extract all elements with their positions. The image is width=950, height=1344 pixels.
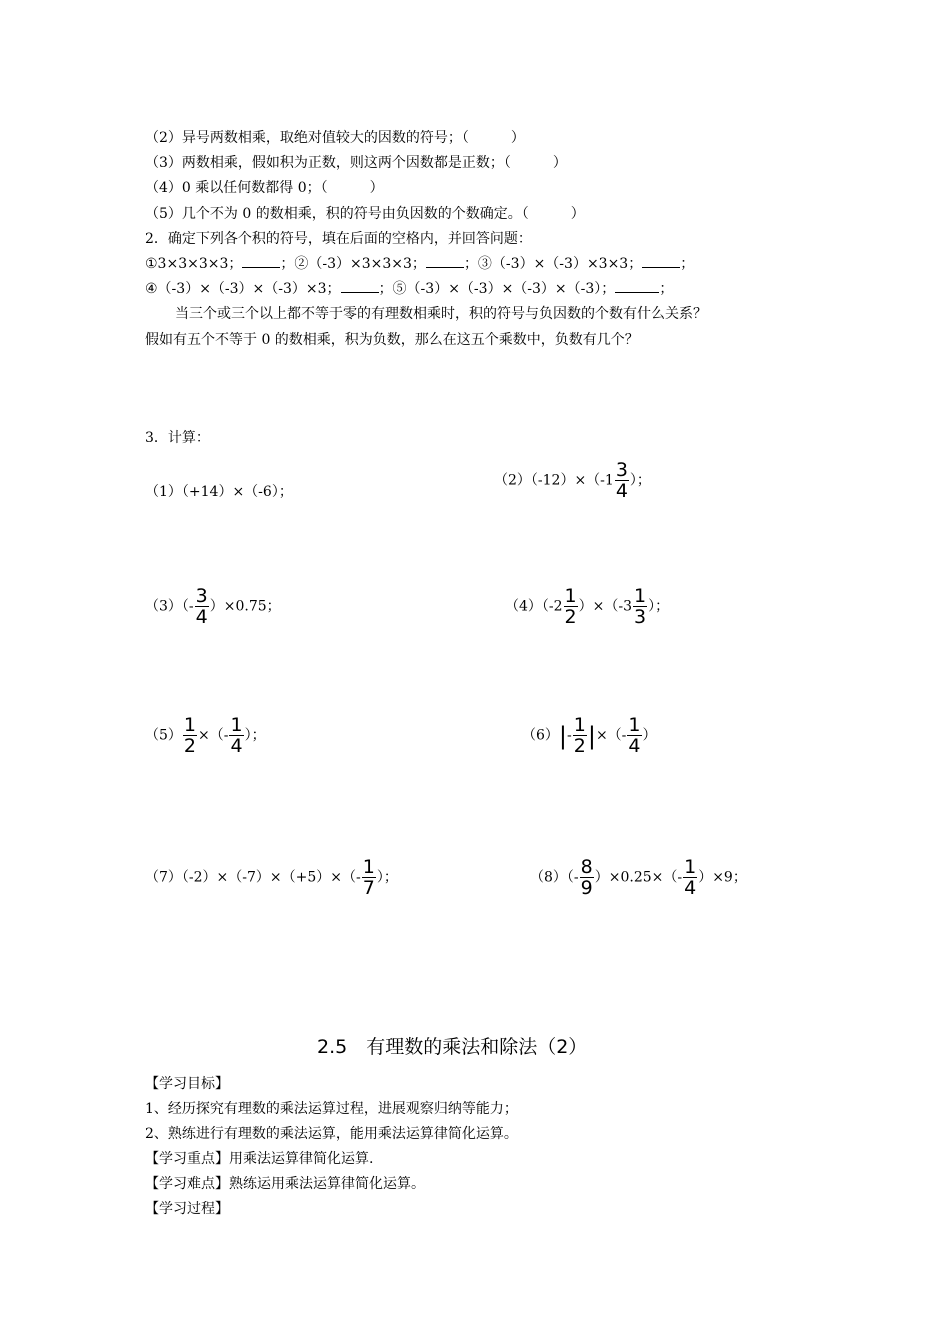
fraction	[683, 857, 697, 898]
fraction	[615, 460, 629, 501]
fraction	[229, 715, 243, 756]
denominator: 4	[684, 877, 697, 899]
numerator: 1	[564, 585, 577, 607]
sign-task-row-1	[145, 253, 694, 275]
calc-4-prefix: （4）（-2	[505, 598, 563, 615]
numerator: 3	[195, 585, 208, 607]
numerator: 8	[580, 856, 593, 878]
calc-3-suffix: ）×0.75；	[209, 598, 281, 615]
fraction	[564, 586, 578, 627]
fraction	[183, 715, 197, 756]
judge-item-5: （5）几个不为 0 的数相乘，积的符号由负因数的个数确定。（ ）	[145, 206, 585, 222]
calc-5-prefix: （5）	[145, 727, 182, 744]
calc-6-suffix: ）	[642, 727, 657, 744]
calc-5-middle: ×（-	[198, 727, 229, 744]
calc-8-middle: ）×0.25×（-	[594, 869, 683, 886]
sign-task-heading: 2．确定下列各个积的符号，填在后面的空格内，并回答问题：	[145, 231, 532, 247]
answer-blank-4[interactable]	[341, 278, 379, 293]
calc-6-prefix: （6）	[522, 727, 559, 744]
key-point	[145, 1148, 373, 1170]
sign-task-row-2	[145, 278, 673, 300]
calc-2-suffix: ）；	[629, 472, 651, 489]
denominator: 4	[195, 606, 208, 628]
sign-question-1: 当三个或三个以上都不等于零的有理数相乘时，积的符号与负因数的个数有什么关系？	[175, 306, 707, 322]
sign-expr-1: ①3×3×3×3；	[145, 256, 243, 272]
section-title: 2.5 有理数的乘法和除法（2）	[317, 1036, 588, 1058]
fraction	[627, 715, 641, 756]
abs-bar-right: |	[587, 721, 596, 750]
answer-blank-1[interactable]	[242, 253, 280, 268]
calc-5-suffix: ）；	[244, 727, 266, 744]
calc-8-suffix: ）×9；	[698, 869, 747, 886]
difficulty-heading: 【学习难点】	[145, 1176, 229, 1192]
calc-3-prefix: （3）（-	[145, 598, 194, 615]
numerator: 1	[684, 856, 697, 878]
sign-expr-3: ；③（-3）×（-3）×3×3；	[463, 256, 643, 272]
numerator: 3	[615, 459, 628, 481]
numerator: 1	[634, 585, 647, 607]
numerator: 1	[573, 714, 586, 736]
judge-item-4: （4）0 乘以任何数都得 0；（ ）	[145, 180, 384, 196]
key-heading: 【学习重点】	[145, 1151, 229, 1167]
minus-sign: -	[567, 727, 572, 744]
denominator: 9	[580, 877, 593, 899]
denominator: 3	[634, 606, 647, 628]
calc-problem-8	[530, 857, 747, 898]
judge-item-2: （2）异号两数相乘，取绝对值较大的因数的符号；（ ）	[145, 130, 525, 146]
calc-8-prefix: （8）（-	[530, 869, 579, 886]
numerator: 1	[183, 714, 197, 736]
calc-heading: 3．计算：	[145, 430, 210, 446]
denominator: 2	[183, 735, 197, 757]
goal-heading: 【学习目标】	[145, 1076, 229, 1092]
calc-problem-1: （1）（+14）×（-6）；	[145, 484, 293, 500]
numerator: 1	[230, 714, 243, 736]
answer-blank-3[interactable]	[642, 253, 680, 268]
fraction	[362, 857, 376, 898]
calc-7-prefix: （7）（-2）×（-7）×（+5）×（-	[145, 869, 361, 886]
calc-problem-3	[145, 586, 281, 627]
numerator: 1	[628, 714, 641, 736]
calc-4-suffix: ）；	[648, 598, 670, 615]
calc-4-middle: ）×（-3	[578, 598, 633, 615]
sign-expr-5: ；⑤（-3）×（-3）×（-3）×（-3）；	[378, 281, 616, 297]
sign-expr-4: ④（-3）×（-3）×（-3）×3；	[145, 281, 341, 297]
sign-expr-end-2: ；	[659, 281, 674, 297]
answer-blank-2[interactable]	[426, 253, 464, 268]
calc-2-prefix: （2）（-12）×（-1	[494, 472, 614, 489]
calc-problem-4	[505, 586, 669, 627]
denominator: 4	[615, 480, 628, 502]
calc-problem-2	[494, 460, 651, 501]
denominator: 7	[362, 877, 375, 899]
fraction	[195, 586, 209, 627]
denominator: 4	[628, 735, 641, 757]
denominator: 2	[573, 735, 586, 757]
key-text: 用乘法运算律简化运算.	[229, 1151, 374, 1167]
calc-problem-6	[522, 715, 657, 756]
difficulty-text: 熟练运用乘法运算律简化运算。	[229, 1176, 425, 1192]
numerator: 1	[362, 856, 375, 878]
fraction	[580, 857, 594, 898]
answer-blank-5[interactable]	[615, 278, 659, 293]
sign-expr-2: ；②（-3）×3×3×3；	[280, 256, 426, 272]
goal-item-1: 1、经历探究有理数的乘法运算过程，进展观察归纳等能力；	[145, 1101, 518, 1117]
calc-problem-7	[145, 857, 398, 898]
abs-bar-left: |	[558, 721, 568, 750]
judge-item-3: （3）两数相乘，假如积为正数，则这两个因数都是正数；（ ）	[145, 155, 567, 171]
goal-item-2: 2、熟练进行有理数的乘法运算，能用乘法运算律简化运算。	[145, 1126, 518, 1142]
process-heading: 【学习过程】	[145, 1201, 229, 1217]
sign-question-2: 假如有五个不等于 0 的数相乘，积为负数，那么在这五个乘数中，负数有几个？	[145, 332, 639, 348]
fraction	[573, 715, 587, 756]
calc-problem-5	[145, 715, 266, 756]
fraction	[633, 586, 647, 627]
denominator: 2	[564, 606, 577, 628]
denominator: 4	[230, 735, 243, 757]
sign-expr-end: ；	[680, 256, 695, 272]
calc-7-suffix: ）；	[376, 869, 398, 886]
difficulty-point	[145, 1173, 425, 1195]
calc-6-middle: ×（-	[595, 727, 627, 744]
